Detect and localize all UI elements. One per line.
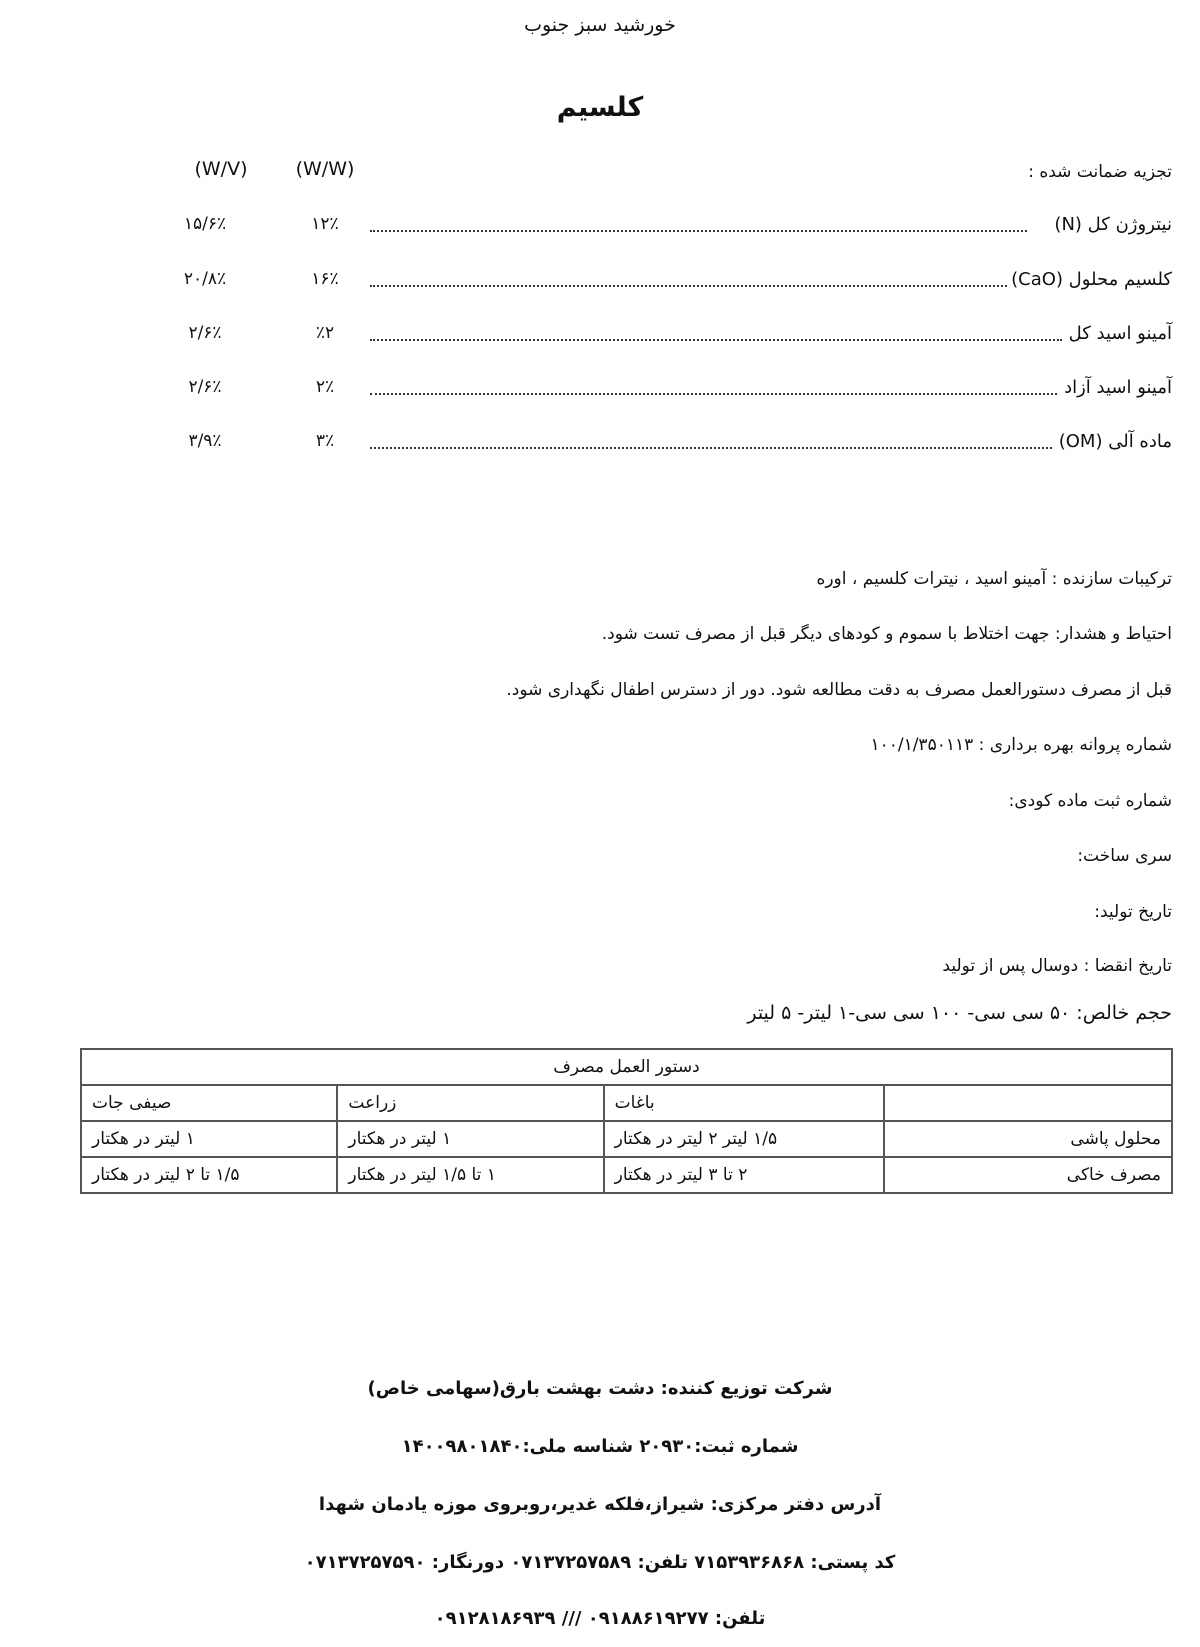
table-caption: دستور العمل مصرف bbox=[81, 1049, 1172, 1085]
analysis-value-ww: ۱۶٪ bbox=[311, 269, 339, 289]
dotted-leader bbox=[370, 339, 1062, 341]
table-cell: ۱ لیتر در هکتار bbox=[337, 1121, 603, 1157]
table-header-row bbox=[81, 1085, 1172, 1121]
table-cell: ۱ لیتر در هکتار bbox=[81, 1121, 337, 1157]
table-cell: ۱/۵ تا ۲ لیتر در هکتار bbox=[81, 1157, 337, 1193]
table-row-name: مصرف خاکی bbox=[884, 1157, 1172, 1193]
dotted-leader bbox=[370, 447, 1052, 449]
table-cell: ۱/۵ لیتر ۲ لیتر در هکتار bbox=[604, 1121, 885, 1157]
instructions-text: قبل از مصرف دستورالعمل مصرف به دقت مطالعه شود. دور از دسترس اطفال نگهداری شود. bbox=[506, 680, 1172, 700]
usage-table bbox=[80, 1048, 1173, 1194]
net-volume: حجم خالص: ۵۰ سی سی- ۱۰۰ سی سی-۱ لیتر- ۵ لیتر bbox=[747, 1002, 1172, 1024]
analysis-value-wv: ۱۵/۶٪ bbox=[183, 214, 227, 234]
analysis-row-label: نیتروژن کل (N) bbox=[1054, 214, 1172, 235]
distributor-text: شرکت توزیع کننده: دشت بهشت بارق(سهامی خاص) bbox=[367, 1378, 833, 1399]
analysis-row-free-amino-acid bbox=[170, 377, 1172, 407]
column-header-wv: (W/V) bbox=[194, 158, 248, 180]
analysis-row-label: کلسیم محلول (CaO) bbox=[1011, 269, 1172, 290]
license-number: شماره پروانه بهره برداری : ۱۰۰/۱/۳۵۰۱۱۳ bbox=[870, 735, 1172, 755]
dotted-leader bbox=[370, 285, 1007, 287]
expiry-date: تاریخ انقضا : دوسال پس از تولید bbox=[942, 956, 1172, 976]
analysis-row-label: ماده آلی (OM) bbox=[1058, 431, 1172, 452]
analysis-value-wv: ۲/۶٪ bbox=[188, 377, 222, 397]
analysis-value-ww: ۳٪ bbox=[315, 431, 335, 451]
table-header-cell: زراعت bbox=[337, 1085, 603, 1121]
phone-numbers: تلفن: ۰۹۱۸۸۶۱۹۲۷۷ /// ۰۹۱۲۸۱۸۶۹۳۹ bbox=[434, 1608, 766, 1629]
analysis-value-ww: ۲٪ bbox=[315, 377, 335, 397]
table-row bbox=[81, 1121, 1172, 1157]
dotted-leader bbox=[370, 393, 1057, 395]
company-name: خورشید سبز جنوب bbox=[524, 14, 676, 36]
table-row-name: محلول پاشی bbox=[884, 1121, 1172, 1157]
ingredients-text: ترکیبات سازنده : آمینو اسید ، نیترات کلسیم ، اوره bbox=[816, 569, 1172, 589]
analysis-value-ww: ٪۲ bbox=[315, 323, 335, 343]
analysis-row-calcium bbox=[170, 269, 1172, 299]
table-header-cell: صیفی جات bbox=[81, 1085, 337, 1121]
table-cell: ۱ تا ۱/۵ لیتر در هکتار bbox=[337, 1157, 603, 1193]
analysis-value-wv: ۳/۹٪ bbox=[188, 431, 222, 451]
analysis-value-ww: ۱۲٪ bbox=[311, 214, 339, 234]
analysis-row-nitrogen bbox=[170, 214, 1172, 244]
analysis-row-organic-matter bbox=[170, 431, 1172, 461]
dotted-leader bbox=[370, 230, 1027, 232]
warning-text: احتیاط و هشدار: جهت اختلاط با سموم و کودهای دیگر قبل از مصرف تست شود. bbox=[601, 624, 1172, 644]
registration-ids: شماره ثبت:۲۰۹۳۰ شناسه ملی:۱۴۰۰۹۸۰۱۸۴۰ bbox=[401, 1436, 799, 1457]
contact-numbers: کد پستی: ۷۱۵۳۹۳۶۸۶۸ تلفن: ۰۷۱۳۷۲۵۷۵۸۹ دورنگار: ۰۷۱۳۷۲۵۷۵۹۰ bbox=[304, 1552, 896, 1573]
table-row bbox=[81, 1157, 1172, 1193]
product-title: کلسیم bbox=[556, 92, 644, 123]
office-address: آدرس دفتر مرکزی: شیراز،فلکه غدیر،روبروی موزه یادمان شهدا bbox=[318, 1494, 882, 1515]
batch-number: سری ساخت: bbox=[1077, 846, 1172, 866]
analysis-row-label: آمینو اسید آزاد bbox=[1064, 377, 1172, 398]
analysis-value-wv: ۲/۶٪ bbox=[188, 323, 222, 343]
analysis-value-wv: ۲۰/۸٪ bbox=[183, 269, 227, 289]
production-date: تاریخ تولید: bbox=[1094, 902, 1172, 922]
analysis-row-total-amino-acid bbox=[170, 323, 1172, 353]
table-header-empty bbox=[884, 1085, 1172, 1121]
registration-number: شماره ثبت ماده کودی: bbox=[1008, 791, 1172, 811]
analysis-row-label: آمینو اسید کل bbox=[1068, 323, 1172, 344]
table-caption-row bbox=[81, 1049, 1172, 1085]
table-cell: ۲ تا ۳ لیتر در هکتار bbox=[604, 1157, 885, 1193]
table-header-cell: باغات bbox=[604, 1085, 885, 1121]
analysis-label: تجزیه ضمانت شده : bbox=[1028, 162, 1172, 182]
column-header-ww: (W/W) bbox=[295, 158, 355, 180]
